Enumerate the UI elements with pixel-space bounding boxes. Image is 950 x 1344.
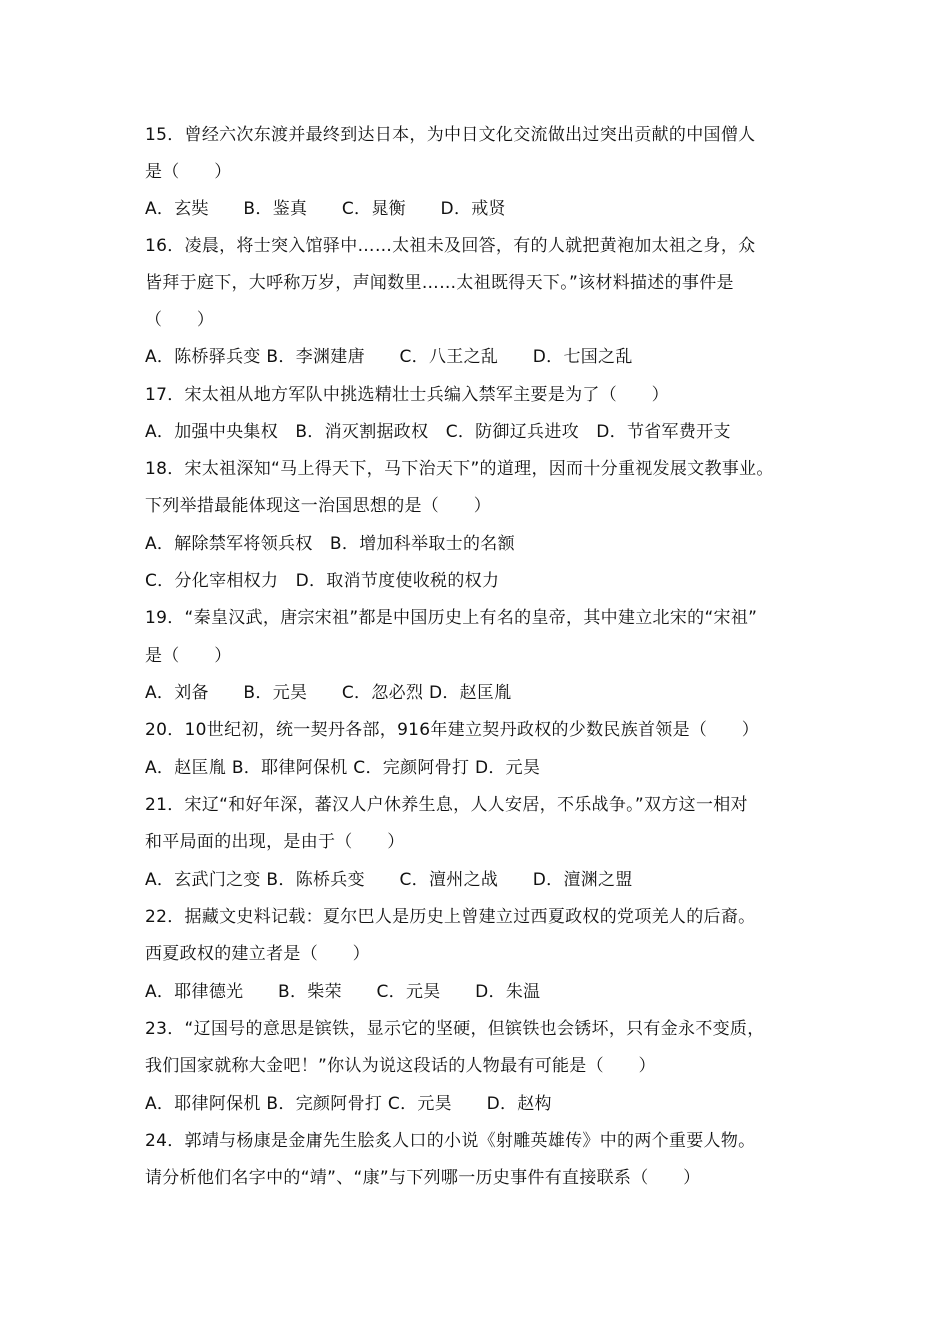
question-18-line-1: 18．宋太祖深知“马上得天下，马下治天下”的道理，因而十分重视发展文教事业。 bbox=[145, 459, 774, 479]
question-21-options: A．玄武门之变 B．陈桥兵变 C．澶州之战 D．澶渊之盟 bbox=[145, 870, 633, 890]
question-15-line-1: 15．曾经六次东渡并最终到达日本，为中日文化交流做出过突出贡献的中国僧人 bbox=[145, 125, 756, 145]
question-23-options: A．耶律阿保机 B．完颜阿骨打 C．元昊 D．赵构 bbox=[145, 1094, 552, 1114]
question-16-options: A．陈桥驿兵变 B．李渊建唐 C．八王之乱 D．七国之乱 bbox=[145, 347, 633, 367]
question-18-options-1: A．解除禁军将领兵权 B．增加科举取士的名额 bbox=[145, 534, 515, 554]
question-21-line-1: 21．宋辽“和好年深，蕃汉人户休养生息，人人安居，不乐战争。”双方这一相对 bbox=[145, 795, 748, 815]
question-21-line-2: 和平局面的出现，是由于（ ） bbox=[145, 832, 405, 852]
question-19-line-1: 19．“秦皇汉武，唐宗宋祖”都是中国历史上有名的皇帝，其中建立北宋的“宋祖” bbox=[145, 608, 758, 628]
question-24-line-2: 请分析他们名字中的“靖”、“康”与下列哪一历史事件有直接联系（ ） bbox=[145, 1168, 701, 1188]
question-16-line-1: 16．凌晨，将士突入馆驿中……太祖未及回答，有的人就把黄袍加太祖之身，众 bbox=[145, 236, 756, 256]
question-23-line-1: 23．“辽国号的意思是镔铁，显示它的坚硬，但镔铁也会锈坏，只有金永不变质， bbox=[145, 1019, 765, 1039]
question-17-line-1: 17．宋太祖从地方军队中挑选精壮士兵编入禁军主要是为了（ ） bbox=[145, 385, 669, 405]
question-17-options: A．加强中央集权 B．消灭割据政权 C．防御辽兵进攻 D．节省军费开支 bbox=[145, 422, 731, 442]
question-16-line-3: （ ） bbox=[145, 310, 215, 330]
question-15-options: A．玄奘 B．鉴真 C．晁衡 D．戒贤 bbox=[145, 199, 506, 219]
question-18-options-2: C．分化宰相权力 D．取消节度使收税的权力 bbox=[145, 571, 500, 591]
question-24-line-1: 24．郭靖与杨康是金庸先生脍炙人口的小说《射雕英雄传》中的两个重要人物。 bbox=[145, 1131, 756, 1151]
question-22-line-1: 22．据藏文史料记载：夏尔巴人是历史上曾建立过西夏政权的党项羌人的后裔。 bbox=[145, 907, 756, 927]
question-18-line-2: 下列举措最能体现这一治国思想的是（ ） bbox=[145, 496, 491, 516]
question-20-options: A．赵匡胤 B．耶律阿保机 C．完颜阿骨打 D．元昊 bbox=[145, 758, 541, 778]
question-20-line-1: 20．10世纪初，统一契丹各部，916年建立契丹政权的少数民族首领是（ ） bbox=[145, 720, 760, 740]
question-16-line-2: 皆拜于庭下，大呼称万岁，声闻数里……太祖既得天下。”该材料描述的事件是 bbox=[145, 273, 734, 293]
question-22-line-2: 西夏政权的建立者是（ ） bbox=[145, 944, 370, 964]
question-19-line-2: 是（ ） bbox=[145, 646, 232, 666]
question-15-line-2: 是（ ） bbox=[145, 162, 232, 182]
question-19-options: A．刘备 B．元昊 C．忽必烈 D．赵匡胤 bbox=[145, 683, 512, 703]
question-23-line-2: 我们国家就称大金吧！”你认为说这段话的人物最有可能是（ ） bbox=[145, 1056, 656, 1076]
question-22-options: A．耶律德光 B．柴荣 C．元昊 D．朱温 bbox=[145, 982, 541, 1002]
